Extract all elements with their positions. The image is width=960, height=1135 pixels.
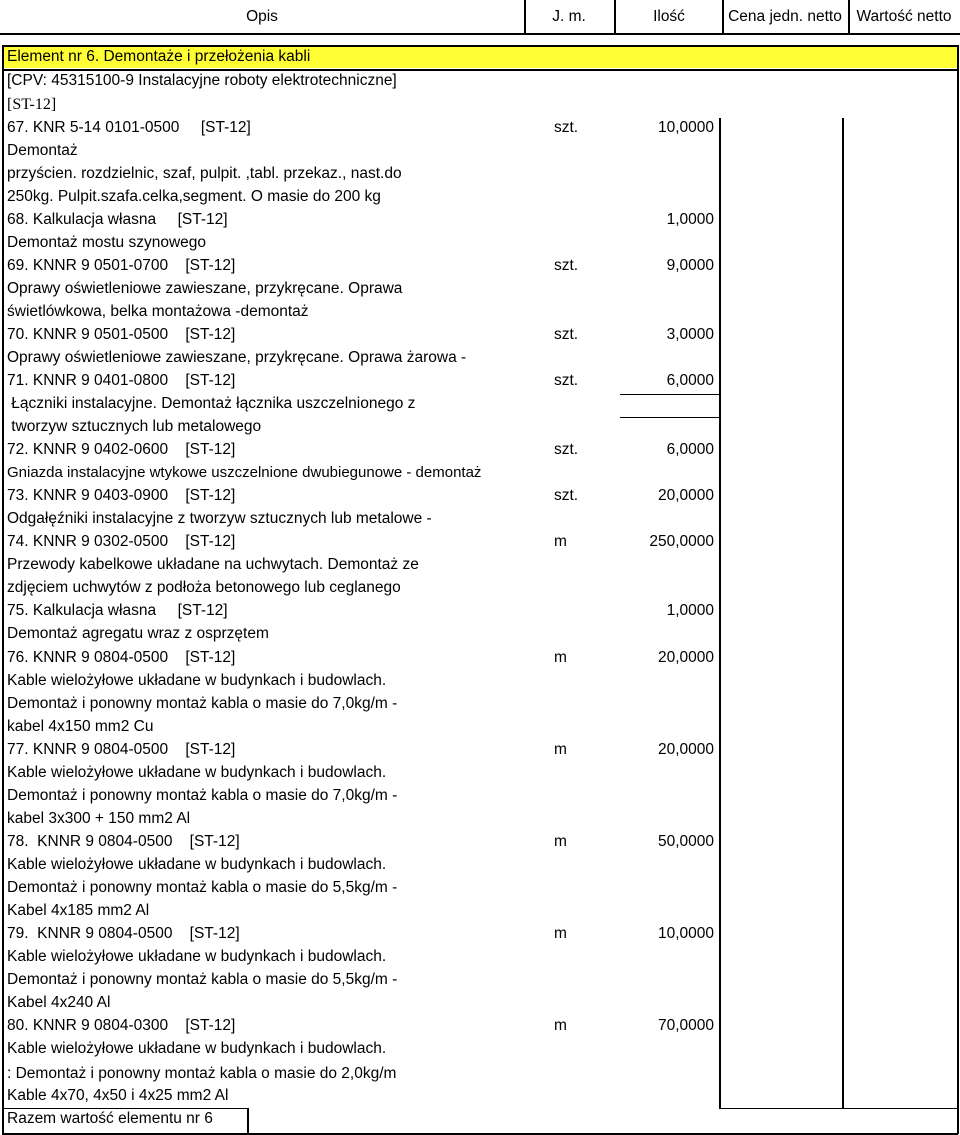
element-total-label: Razem wartość elementu nr 6 [7, 1110, 213, 1127]
header-jm: J. m. [552, 8, 586, 25]
item-77-header: 77. KNNR 9 0804-0500 [ST-12] [7, 741, 236, 758]
column-divider [842, 118, 844, 1108]
item-69-desc-1: Oprawy oświetleniowe zawieszane, przykręcane. Oprawa [7, 280, 403, 297]
item-76-header: 76. KNNR 9 0804-0500 [ST-12] [7, 649, 236, 666]
item-75-header: 75. Kalkulacja własna [ST-12] [7, 602, 228, 619]
item-78-qty: 50,0000 [657, 833, 714, 850]
header-divider [614, 0, 616, 33]
item-69-unit: szt. [554, 257, 579, 274]
item-67-unit: szt. [554, 119, 579, 136]
item-72-header: 72. KNNR 9 0402-0600 [ST-12] [7, 441, 236, 458]
header-cena: Cena jedn. netto [728, 8, 842, 25]
row-divider [620, 417, 719, 418]
item-76-desc-3: kabel 4x150 mm2 Cu [7, 718, 154, 735]
item-78-desc-2: Demontaż i ponowny montaż kabla o masie do 5,5kg/m - [7, 879, 398, 896]
header-opis: Opis [246, 8, 278, 25]
item-78-header: 78. KNNR 9 0804-0500 [ST-12] [7, 833, 240, 850]
item-73-qty: 20,0000 [657, 487, 714, 504]
item-77-desc-3: kabel 3x300 + 150 mm2 Al [7, 810, 191, 827]
item-74-unit: m [554, 533, 567, 550]
item-77-unit: m [554, 741, 567, 758]
item-74-header: 74. KNNR 9 0302-0500 [ST-12] [7, 533, 236, 550]
item-73-header: 73. KNNR 9 0403-0900 [ST-12] [7, 487, 236, 504]
body-right-border [957, 45, 959, 1134]
item-72-desc-1: Gniazda instalacyjne wtykowe uszczelnione dwubiegunowe - demontaż [7, 464, 482, 481]
item-73-desc-1: Odgałęźniki instalacyjne z tworzyw sztucznych lub metalowe - [7, 510, 432, 527]
body-bottom-border [2, 1133, 958, 1135]
item-80-desc-2: : Demontaż i ponowny montaż kabla o masie do 2,0kg/m [7, 1065, 397, 1082]
item-77-desc-2: Demontaż i ponowny montaż kabla o masie do 7,0kg/m - [7, 787, 398, 804]
item-72-unit: szt. [554, 441, 579, 458]
header-divider [848, 0, 850, 33]
item-78-unit: m [554, 833, 567, 850]
item-69-desc-2: świetlówkowa, belka montażowa -demontaż [7, 303, 309, 320]
item-76-desc-1: Kable wielożyłowe układane w budynkach i budowlach. [7, 672, 387, 689]
item-70-unit: szt. [554, 326, 579, 343]
row-divider [620, 394, 719, 395]
header-ilosc: Ilość [653, 8, 685, 25]
item-80-desc-3: Kable 4x70, 4x50 i 4x25 mm2 Al [7, 1087, 229, 1104]
body-top-border [2, 45, 958, 47]
item-79-qty: 10,0000 [657, 925, 714, 942]
item-79-desc-3: Kabel 4x240 Al [7, 994, 111, 1011]
item-71-qty: 6,0000 [666, 372, 714, 389]
item-71-header: 71. KNNR 9 0401-0800 [ST-12] [7, 372, 236, 389]
item-69-qty: 9,0000 [666, 257, 714, 274]
item-77-desc-1: Kable wielożyłowe układane w budynkach i budowlach. [7, 764, 387, 781]
total-label-right-border [247, 1108, 249, 1134]
header-divider [722, 0, 724, 33]
item-80-desc-1: Kable wielożyłowe układane w budynkach i budowlach. [7, 1040, 387, 1057]
item-69-header: 69. KNNR 9 0501-0700 [ST-12] [7, 257, 236, 274]
item-79-desc-1: Kable wielożyłowe układane w budynkach i budowlach. [7, 948, 387, 965]
item-74-desc-1: Przewody kabelkowe układane na uchwytach. Demontaż ze [7, 556, 419, 573]
item-79-header: 79. KNNR 9 0804-0500 [ST-12] [7, 925, 240, 942]
item-67-desc-1: Demontaż [7, 142, 78, 159]
item-78-desc-3: Kabel 4x185 mm2 Al [7, 902, 150, 919]
item-70-desc-1: Oprawy oświetleniowe zawieszane, przykręcane. Oprawa żarowa - [7, 349, 467, 366]
total-row-top-border [2, 1108, 247, 1109]
header-bottom-border [0, 33, 960, 35]
body-left-border [2, 45, 4, 1134]
item-73-unit: szt. [554, 487, 579, 504]
item-76-unit: m [554, 649, 567, 666]
item-75-qty: 1,0000 [666, 602, 714, 619]
total-row-top-border [719, 1108, 958, 1109]
item-79-unit: m [554, 925, 567, 942]
item-71-unit: szt. [554, 372, 579, 389]
item-68-desc-1: Demontaż mostu szynowego [7, 234, 207, 251]
item-72-qty: 6,0000 [666, 441, 714, 458]
item-71-desc-1: Łączniki instalacyjne. Demontaż łącznika uszczelnionego z [7, 395, 416, 412]
item-70-qty: 3,0000 [666, 326, 714, 343]
item-67-desc-2: przyścien. rozdzielnic, szaf, pulpit. ,tabl. przekaz., nast.do [7, 165, 402, 182]
item-68-header: 68. Kalkulacja własna [ST-12] [7, 211, 228, 228]
item-80-unit: m [554, 1017, 567, 1034]
element-title: Element nr 6. Demontaże i przełożenia kabli [7, 48, 311, 65]
column-divider [719, 118, 721, 1108]
item-74-qty: 250,0000 [649, 533, 714, 550]
item-70-header: 70. KNNR 9 0501-0500 [ST-12] [7, 326, 236, 343]
item-75-desc-1: Demontaż agregatu wraz z osprzętem [7, 625, 269, 642]
item-77-qty: 20,0000 [657, 741, 714, 758]
item-80-header: 80. KNNR 9 0804-0300 [ST-12] [7, 1017, 236, 1034]
item-71-desc-2: tworzyw sztucznych lub metalowego [7, 418, 262, 435]
item-74-desc-2: zdjęciem uchwytów z podłoża betonowego lub ceglanego [7, 579, 401, 596]
element-cpv: [CPV: 45315100-9 Instalacyjne roboty elektrotechniczne] [7, 72, 397, 89]
item-67-qty: 10,0000 [657, 119, 714, 136]
item-76-desc-2: Demontaż i ponowny montaż kabla o masie do 7,0kg/m - [7, 695, 398, 712]
item-79-desc-2: Demontaż i ponowny montaż kabla o masie do 5,5kg/m - [7, 971, 398, 988]
header-wartosc: Wartość netto [856, 8, 952, 25]
item-76-qty: 20,0000 [657, 649, 714, 666]
title-band-bottom-border [2, 69, 958, 71]
item-67-desc-3: 250kg. Pulpit.szafa.celka,segment. O masie do 200 kg [7, 188, 381, 205]
header-divider [524, 0, 526, 33]
item-68-qty: 1,0000 [666, 211, 714, 228]
item-78-desc-1: Kable wielożyłowe układane w budynkach i budowlach. [7, 856, 387, 873]
item-80-qty: 70,0000 [657, 1017, 714, 1034]
item-67-header: 67. KNR 5-14 0101-0500 [ST-12] [7, 119, 251, 136]
element-code: [ST-12] [7, 96, 57, 113]
